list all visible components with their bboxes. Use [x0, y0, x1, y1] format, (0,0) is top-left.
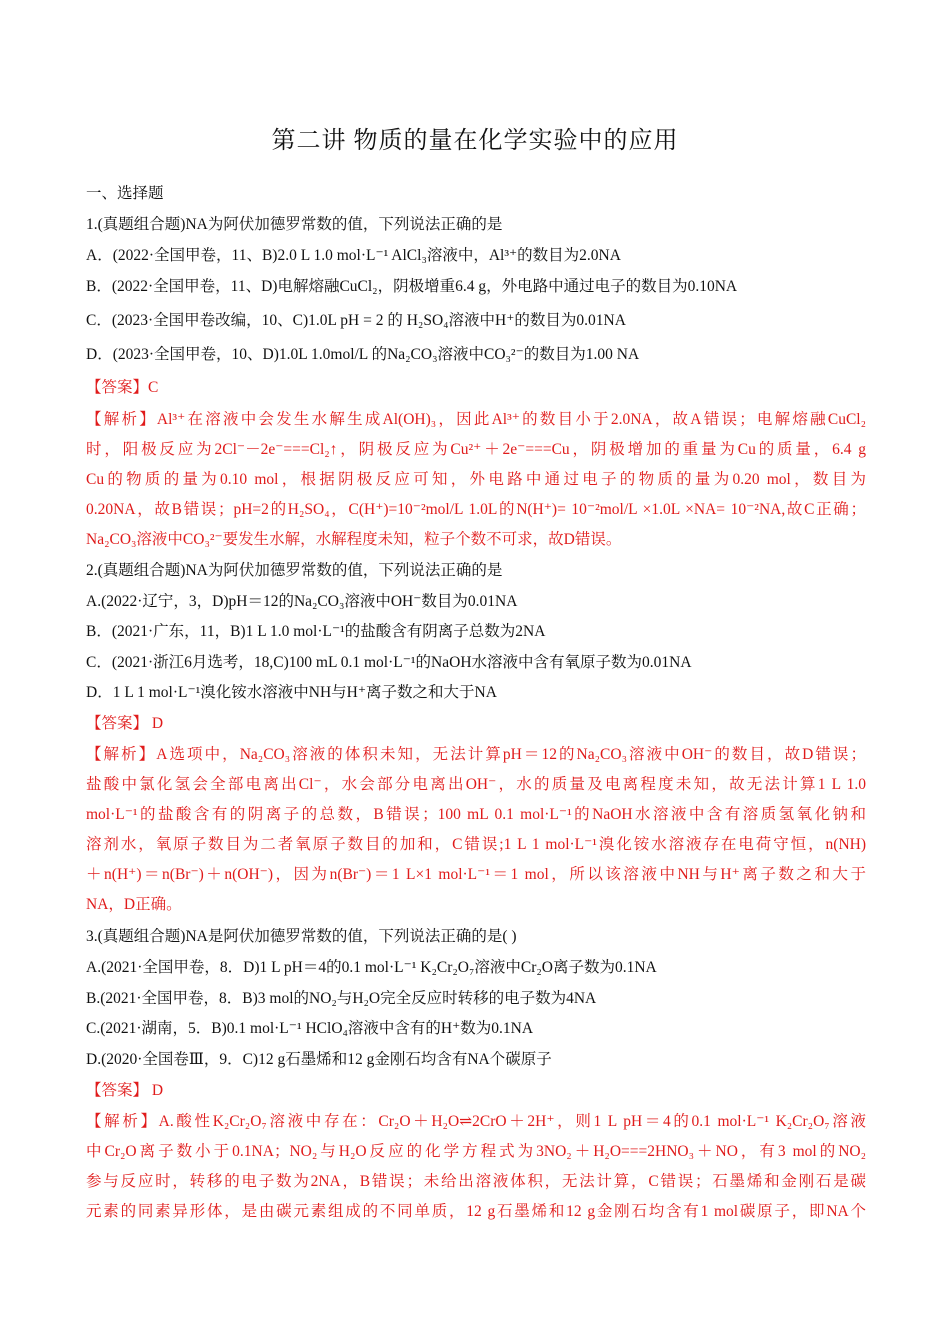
question-line: D.(2020·全国卷Ⅲ，9．C)12 g石墨烯和12 g金刚石均含有NA个碳原子	[86, 1051, 552, 1068]
question-line: D．1 L 1 mol·L⁻¹溴化铵水溶液中NH与H⁺离子数之和大于NA	[86, 684, 497, 701]
answer-line: mol·L⁻¹的盐酸含有的阴离子的总数，B错误；100 mL 0.1 mol·L⁻¹的NaOH水溶液中含有溶质氢氧化钠和	[86, 806, 866, 823]
question-line: 1.(真题组合题)NA为阿伏加德罗常数的值，下列说法正确的是	[86, 216, 503, 233]
question-line: C.(2021·湖南，5．B)0.1 mol·L⁻¹ HClO₄溶液中含有的H⁺数为0.1NA	[86, 1020, 534, 1037]
answer-line: 0.20NA，故B错误；pH=2的H₂SO₄，C(H⁺)=10⁻²mol/L 1.0L的N(H⁺)= 10⁻²mol/L ×1.0L ×NA= 10⁻²NA,故C正确；	[86, 501, 866, 518]
answer-line: 【答案】C	[86, 379, 159, 396]
question-line: D．(2023·全国甲卷，10、D)1.0L 1.0mol/L 的Na₂CO₃溶液中CO₃²⁻的数目为1.00 NA	[86, 346, 640, 363]
question-line: B.(2021·全国甲卷，8．B)3 mol的NO₂与H₂O完全反应时转移的电子数为4NA	[86, 990, 597, 1007]
answer-line: 盐酸中氯化氢会全部电离出Cl⁻，水会部分电离出OH⁻，水的质量及电离程度未知，故无法计算1 L 1.0	[86, 776, 866, 793]
question-line: 2.(真题组合题)NA为阿伏加德罗常数的值，下列说法正确的是	[86, 562, 503, 579]
question-line: C．(2023·全国甲卷改编，10、C)1.0L pH = 2 的 H₂SO₄溶液中H⁺的数目为0.01NA	[86, 312, 626, 329]
question-line: B．(2021·广东，11，B)1 L 1.0 mol·L⁻¹的盐酸含有阴离子总数为2NA	[86, 623, 546, 640]
answer-line: 参与反应时，转移的电子数为2NA，B错误；未给出溶液体积，无法计算，C错误；石墨烯和金刚石是碳	[86, 1173, 866, 1190]
answer-line: 【解析】A选项中，Na₂CO₃溶液的体积未知，无法计算pH＝12的Na₂CO₃溶液中OH⁻的数目，故D错误；	[86, 746, 866, 763]
page-title: 第二讲 物质的量在化学实验中的应用	[271, 128, 679, 154]
question-line: A.(2021·全国甲卷，8．D)1 L pH＝4的0.1 mol·L⁻¹ K₂Cr₂O₇溶液中Cr₂O离子数为0.1NA	[86, 959, 657, 976]
answer-line: 中Cr₂O离子数小于0.1NA；NO₂与H₂O反应的化学方程式为3NO₂＋H₂O===2HNO₃＋NO，有3 mol的NO₂	[86, 1143, 866, 1160]
answer-line: 溶剂水，氧原子数目为二者氧原子数目的加和，C错误;1 L 1 mol·L⁻¹溴化铵水溶液存在电荷守恒，n(NH)	[86, 836, 866, 853]
answer-line: 【解析】A.酸性K₂Cr₂O₇溶液中存在：Cr₂O＋H₂O⇌2CrO＋2H⁺，则1 L pH＝4的0.1 mol·L⁻¹ K₂Cr₂O₇溶液	[86, 1113, 866, 1130]
answer-line: 时，阳极反应为2Cl⁻－2e⁻===Cl₂↑，阴极反应为Cu²⁺＋2e⁻===Cu，阴极增加的重量为Cu的质量，6.4 g	[86, 441, 866, 458]
answer-line: 【解析】Al³⁺在溶液中会发生水解生成Al(OH)₃，因此Al³⁺的数目小于2.0NA，故A错误；电解熔融CuCl₂	[86, 411, 866, 428]
answer-line: Cu的物质的量为0.10 mol，根据阴极反应可知，外电路中通过电子的物质的量为0.20 mol，数目为	[86, 471, 866, 488]
question-line: 一、选择题	[86, 185, 164, 202]
answer-line: 元素的同素异形体，是由碳元素组成的不同单质，12 g石墨烯和12 g金刚石均含有1 mol碳原子，即NA个	[86, 1203, 866, 1220]
answer-line: NA，D正确。	[86, 896, 182, 913]
question-line: C．(2021·浙江6月选考，18,C)100 mL 0.1 mol·L⁻¹的NaOH水溶液中含有氧原子数为0.01NA	[86, 654, 692, 671]
question-line: 3.(真题组合题)NA是阿伏加德罗常数的值，下列说法正确的是( )	[86, 928, 517, 945]
question-line: A．(2022·全国甲卷，11、B)2.0 L 1.0 mol·L⁻¹ AlCl₃溶液中，Al³⁺的数目为2.0NA	[86, 247, 621, 264]
answer-line: 【答案】 D	[86, 715, 164, 732]
question-line: B．(2022·全国甲卷，11、D)电解熔融CuCl₂，阴极增重6.4 g，外电路中通过电子的数目为0.10NA	[86, 278, 738, 295]
answer-line: ＋n(H⁺)＝n(Br⁻)＋n(OH⁻)，因为n(Br⁻)＝1 L×1 mol·L⁻¹＝1 mol，所以该溶液中NH与H⁺离子数之和大于	[86, 866, 866, 883]
answer-line: 【答案】 D	[86, 1082, 164, 1099]
answer-line: Na₂CO₃溶液中CO₃²⁻要发生水解，水解程度未知，粒子个数不可求，故D错误。	[86, 531, 622, 548]
question-line: A.(2022·辽宁，3，D)pH＝12的Na₂CO₃溶液中OH⁻数目为0.01NA	[86, 593, 518, 610]
